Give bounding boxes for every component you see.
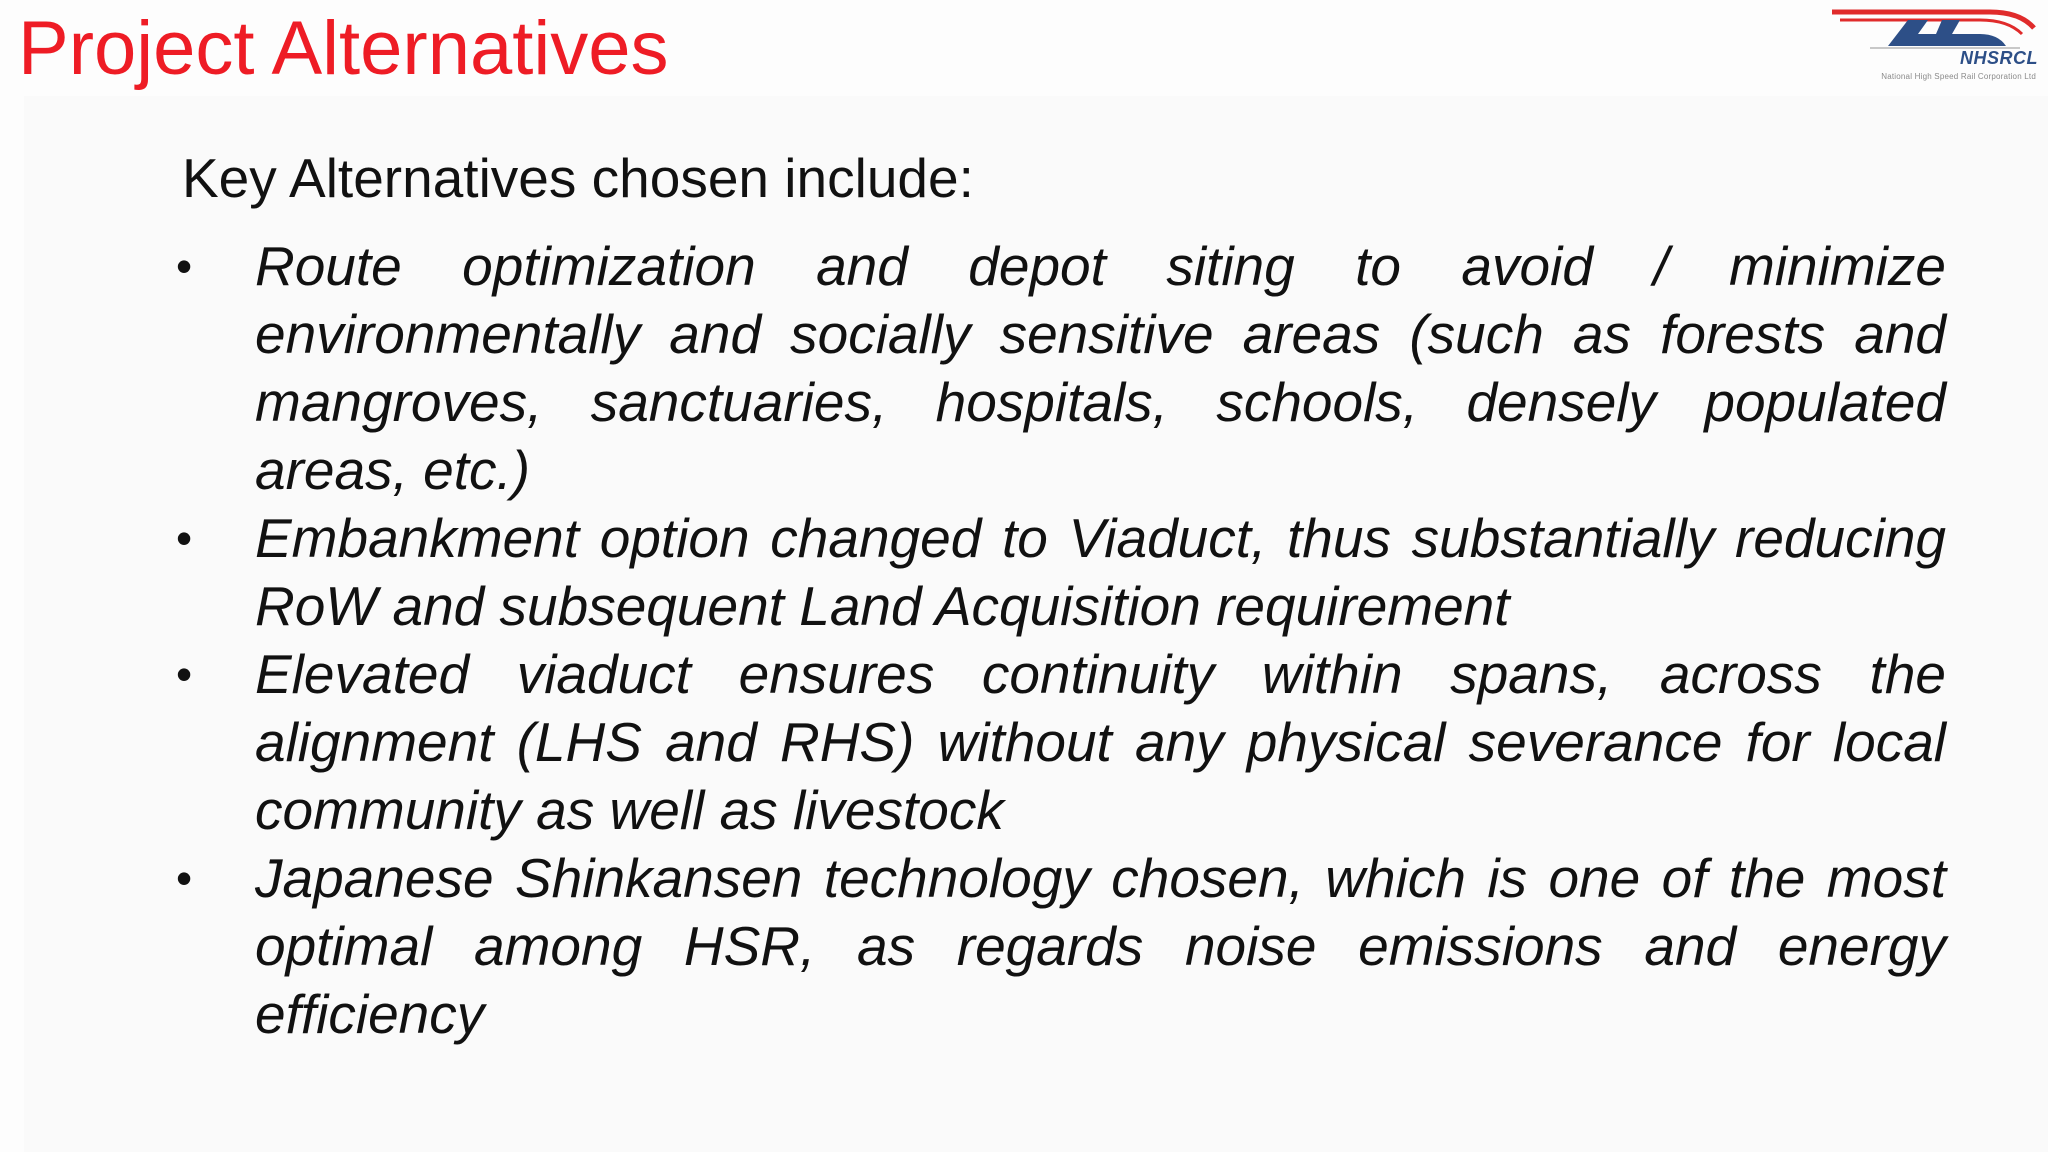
bullet-text: Elevated viaduct ensures continuity within spans, across the alignment (LHS and RHS) without any physical severance for local community as well as livestock [255,643,1946,841]
bullet-item [176,640,1946,844]
logo-swoosh-mid [1840,20,2022,34]
logo-text: NHSRCL [1960,48,2038,68]
bullet-text: Route optimization and depot siting to avoid / minimize environmentally and socially sensitive areas (such as forests and mangroves, sanctuaries, hospitals, schools, densely populated areas, etc.) [255,235,1946,501]
slide-title: Project Alternatives [18,6,669,91]
bullet-text: Japanese Shinkansen technology chosen, which is one of the most optimal among HSR, as regards noise emissions and energy efficiency [255,847,1946,1045]
bullet-item [176,232,1946,504]
intro-text: Key Alternatives chosen include: [182,147,974,209]
bullet-dot-icon: • [176,512,193,564]
bullet-item [176,504,1946,640]
logo-train-body [1888,20,2006,46]
bullet-dot-icon: • [176,240,193,292]
bullet-dot-icon: • [176,648,193,700]
bullet-item [176,844,1946,1048]
bullet-dot-icon: • [176,852,193,904]
logo-subtitle: National High Speed Rail Corporation Ltd [1881,72,2036,81]
bullet-text: Embankment option changed to Viaduct, thus substantially reducing RoW and subsequent Land Acquisition requirement [255,507,1946,637]
nhsrcl-logo [1830,6,2042,88]
bullet-list [176,232,1946,1048]
